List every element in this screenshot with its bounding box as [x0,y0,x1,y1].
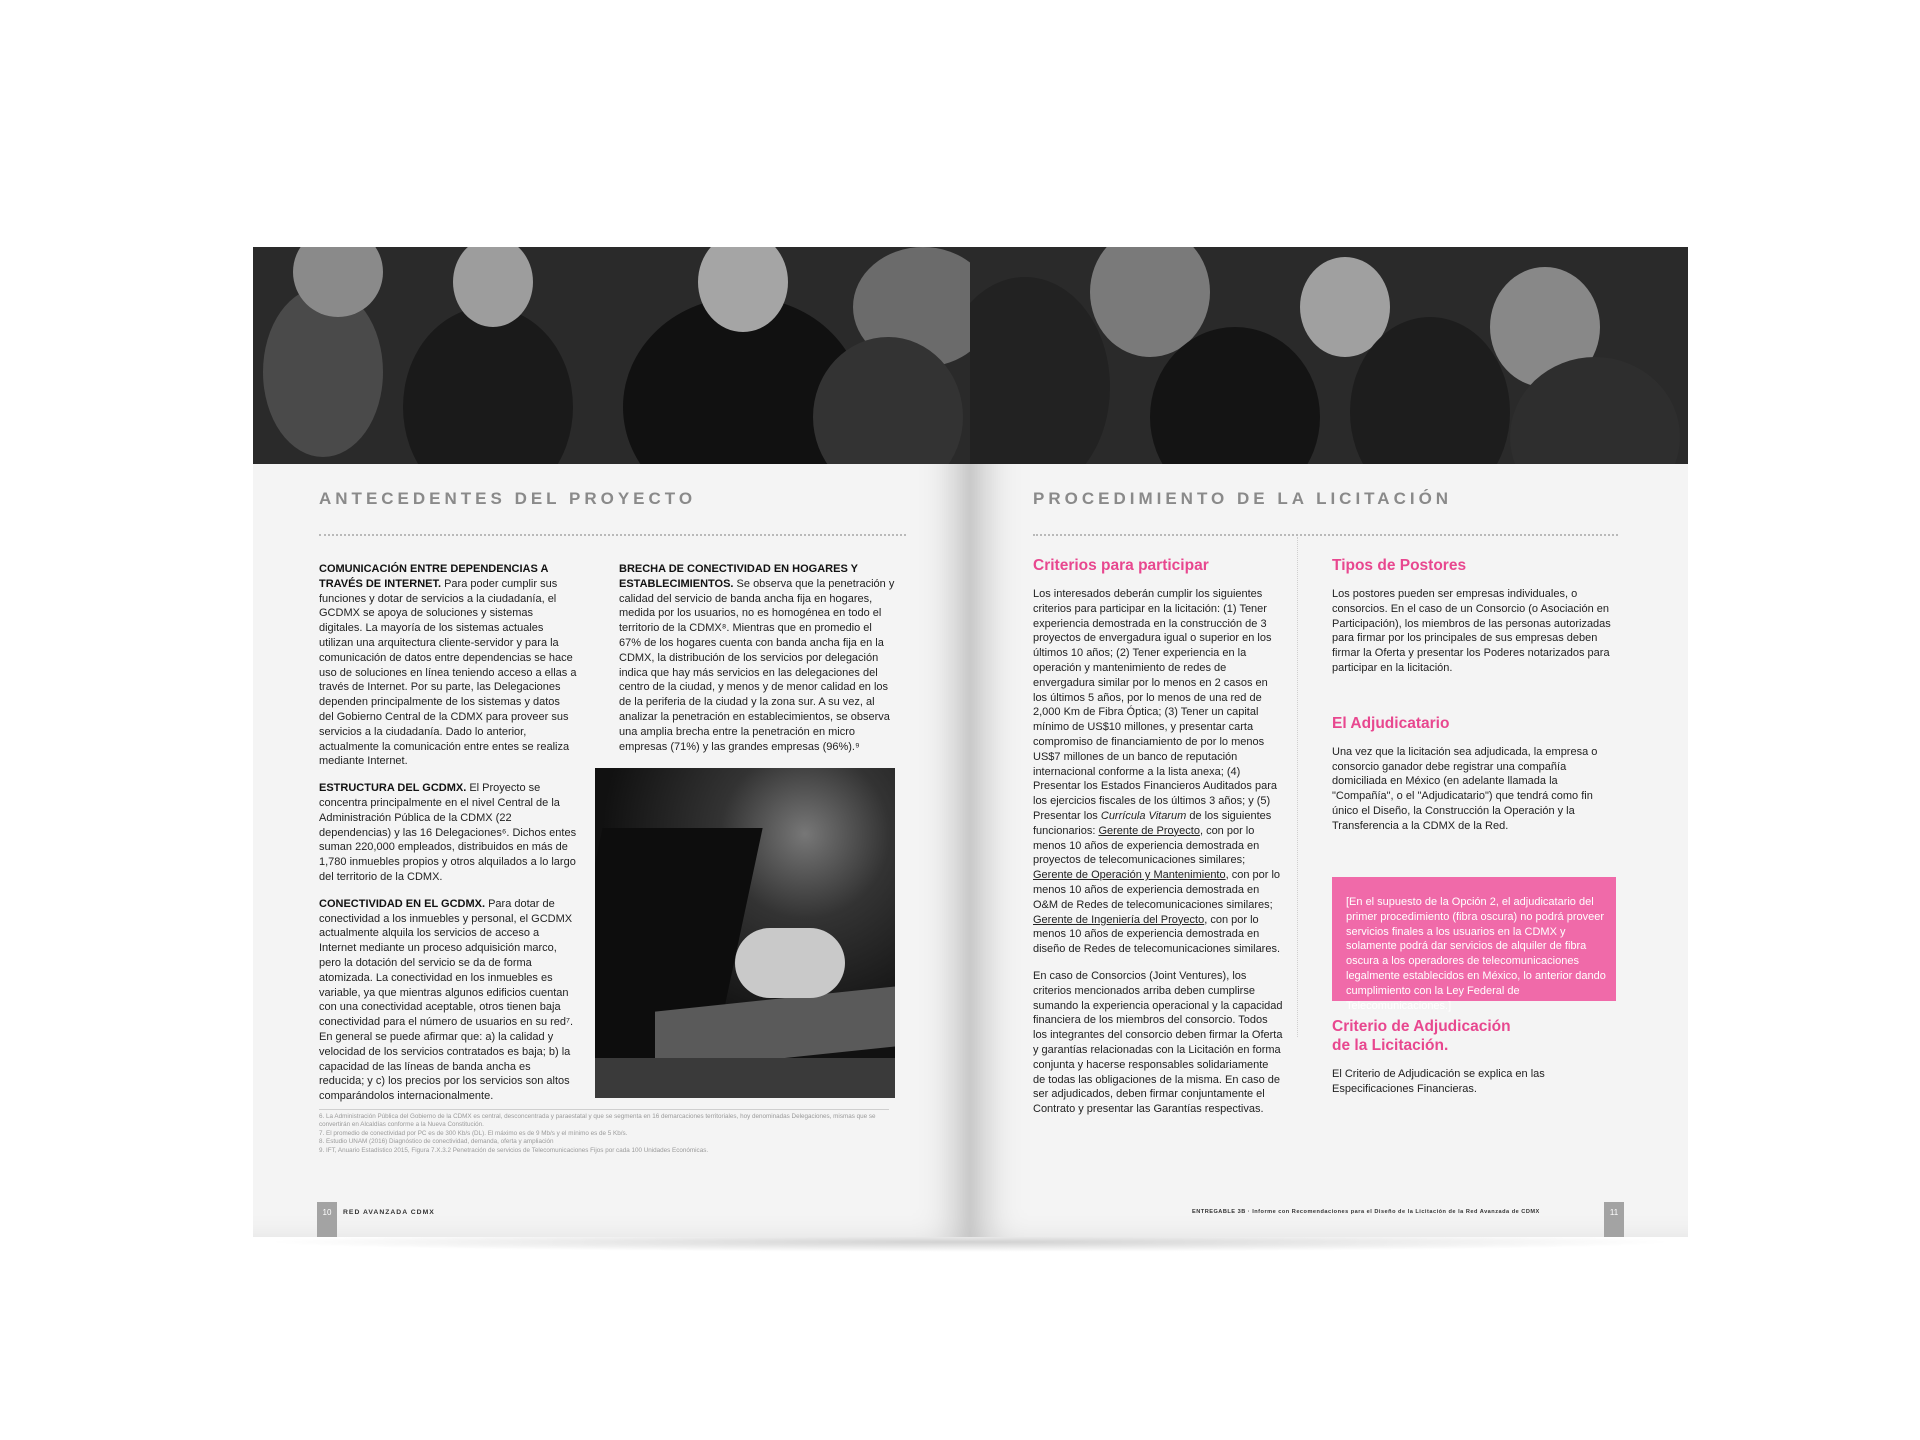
paragraph-body: de los siguientes funcionarios: [1033,809,1272,837]
paragraph-body: Para poder cumplir sus funciones y dotar de servicios a la ciudadanía, el GCDMX se apoya de soluciones y sistemas digitales. La mayoría de los sistemas actuales utilizan una arquitectura cliente-servidor y para la comunicación de datos entre dependencias se hace uso de soluciones en línea teniendo acceso a ellas a través de Internet. Por su parte, las Delegaciones dependen principalmente de los sistemas y datos del Gobierno Central de la CDMX para proveer sus servicios a la ciudadanía. Dado lo anterior, actualmente la comunicación entre entes se realiza mediante Internet. [319,577,577,768]
paragraph-body: , con por lo menos 10 años de experiencia demostrada en proyectos de telecomunicaciones similares; [1033,824,1260,867]
subheading: El Adjudicatario [1332,714,1450,732]
text-column-1 [1033,556,1283,1129]
paragraph-body: Una vez que la licitación sea adjudicada, la empresa o consorcio ganador debe registrar una compañía domiciliada en México (en adelante llamada la "Compañía", o el "Adjudicatario") que tendrá como fin único el Diseño, la Construcción la Operación y la Transferencia a la CDMX de la Red. [1332,745,1598,832]
subheading: Criterios para participar [1033,557,1209,574]
role-name: Gerente de Ingeniería del Proyecto [1033,913,1205,926]
paragraph-heading: CONECTIVIDAD EN EL GCDMX. [319,897,486,910]
paragraph-body: El Criterio de Adjudicación se explica en las Especificaciones Financieras. [1332,1068,1545,1095]
text-column-2 [1332,556,1616,846]
column-separator [1297,537,1298,1037]
page-number: 11 [1604,1202,1624,1237]
role-name: Gerente de Operación y Mantenimiento [1033,869,1226,882]
paragraph-body: Para dotar de conectividad a los inmuebles y personal, el GCDMX actualmente alquila los servicios de acceso a Internet mediante un proceso adquisición marco, pero la dotación del servicio se da de forma atomizada. La conectividad en los inmuebles es variable, ya que mientras algunos edificios cuentan con una conectividad aceptable, otros tienen baja conectividad para el número de usuarios en su red⁷. En general se puede afirmar que: a) la calidad y velocidad de los servicios contratados es baja; b) la capacidad de las líneas de banda ancha es reducida; y c) los precios por los servicios son altos comparándolos internacionalmente. [319,897,574,1103]
subheading: Criterio de Adjudicación de la Licitación. [1332,1018,1511,1054]
paragraph-body: , con por lo menos 10 años de experiencia demostrada en O&M de Redes de telecomunicaciones similares; [1033,869,1281,911]
text-column-1 [319,562,577,1116]
right-page [970,247,1688,1237]
section-title: ANTECEDENTES DEL PROYECTO [319,489,697,508]
highlight-box: [En el supuesto de la Opción 2, el adjudicatario del primer procedimiento (fibra oscura) no podrá proveer servicios finales a los usuarios en la CDMX y solamente podrá dar servicios de alquiler de fibra oscura a los operadores de telecomunicaciones legalmente establecidos en México, lo anterior dando cumplimiento con la Ley Federal de Telecomunicaciones.] [1332,877,1616,1001]
footer-title: ENTREGABLE 3B · Informe con Recomendaciones para el Diseño de la Licitación de la Red Avanzada de CDMX [1192,1209,1540,1215]
paragraph-body: En caso de Consorcios (Joint Ventures), los criterios mencionados arriba deben cumplirse sumando la experiencia operacional y la capacidad financiera de los miembros del consorcio. Todos los integrantes del consorcio deben firmar la Oferta y garantías relacionadas con la Licitación en forma conjunta y hacerse responsables solidariamente de todas las obligaciones de la misma. En caso de ser adjudicados, deben firmar conjuntamente el Contrato y presentar las Garantías respectivas. [1033,969,1283,1116]
role-name: Gerente de Proyecto [1098,824,1200,837]
left-page [253,247,970,1237]
footnote: 7. El promedio de conectividad por PC es de 300 Kb/s (DL). El máximo es de 9 Mb/s y el mínimo es de 5 Kb/s. [319,1129,628,1137]
subheading: Tipos de Postores [1332,557,1467,574]
footnotes [319,1109,889,1155]
crowd-photo-left [253,247,970,464]
paragraph-heading: BRECHA DE CONECTIVIDAD EN HOGARES Y ESTABLECIMIENTOS. [619,563,858,590]
paragraph-heading: ESTRUCTURA DEL GCDMX. [319,782,467,795]
divider [1033,534,1618,536]
paragraph-body: Los interesados deberán cumplir los siguientes criterios para participar en la licitación: (1) Tener experiencia demostrada en la construcción de 3 proyectos de envergadura igual o superior en los últimos 10 años; (2) Tener experiencia en la operación y mantenimiento de redes de envergadura similar por lo menos en 2 casos en los últimos 5 años, por lo menos de una red de 2,000 Km de Fibra Óptica; (3) Tener un capital mínimo de US$10 millones, y presentar carta compromiso de financiamiento de por lo menos US$7 millones de un banco de reputación internacional conforme a la lista anexa; (4) Presentar los Estados Financieros Auditados para los ejercicios fiscales de los últimos 3 años; y (5) Presentar los [1033,588,1277,822]
paragraph-body: El Proyecto se concentra principalmente en el nivel Central de la Administración Pública de la CDMX (22 dependencias) y las 16 Delegaciones⁶. Dichos entes suman 220,000 empleados, distribuidos en más de 1,780 inmuebles propios y otros alquilados a lo largo del territorio de la CDMX. [319,782,577,883]
footnote: 9. IFT, Anuario Estadístico 2015, Figura 7.X.3.2 Penetración de servicios de Telecomunicaciones Fijos por cada 100 Unidades Económicas. [319,1146,709,1154]
crowd-photo-right [970,247,1688,464]
footnote: 8. Estudio UNAM (2016) Diagnóstico de conectividad, demanda, oferta y ampliación [319,1138,554,1146]
paragraph-body: Los postores pueden ser empresas individuales, o consorcios. En el caso de un Consorcio (o Asociación en Participación), los miembros de las personas autorizadas para firmar por los principales de sus empresas deben firmar la Oferta y presentar los Poderes notarizados para participar en la licitación. [1332,588,1611,674]
section-title: PROCEDIMIENTO DE LA LICITACIÓN [1033,489,1453,508]
paragraph-body: , con por lo menos 10 años de experiencia demostrada en diseño de Redes de telecomunicaciones similares. [1033,913,1281,956]
paragraph-body: Se observa que la penetración y calidad del servicio de banda ancha fija en hogares, medida por los usuarios, no es homogénea en todo el territorio de la CDMX⁸. Mientras que en promedio el 67% de los hogares cuenta con banda ancha fija en la CDMX, la distribución de los servicios por delegación indica que hay más servicios en las delegaciones del centro de la ciudad, y menos y de menor calidad en los de la periferia de la ciudad y la zona sur. A su vez, al analizar la penetración en establecimientos, se observa una amplia brecha entre la penetración en micro empresas (71%) y las grandes empresas (96%).⁹ [619,577,895,753]
page-number: 10 [317,1202,337,1237]
footnote: 6. La Administración Pública del Gobierno de la CDMX es central, desconcentrada y paraestatal y que se segmenta en 16 demarcaciones territoriales, hoy denominadas Delegaciones, mismas que se convertirán en Alcaldías conforme a la Nueva Constitución. [319,1113,876,1129]
text-column-2 [619,562,895,766]
laptop-photo [595,768,895,1098]
italic-term: Currícula Vitarum [1100,809,1187,822]
divider [319,534,906,536]
text-column-2-bottom [1332,1017,1616,1109]
paragraph-heading: COMUNICACIÓN ENTRE DEPENDENCIAS A TRAVÉS DE INTERNET. [319,563,548,590]
footer-title: RED AVANZADA CDMX [343,1209,435,1216]
